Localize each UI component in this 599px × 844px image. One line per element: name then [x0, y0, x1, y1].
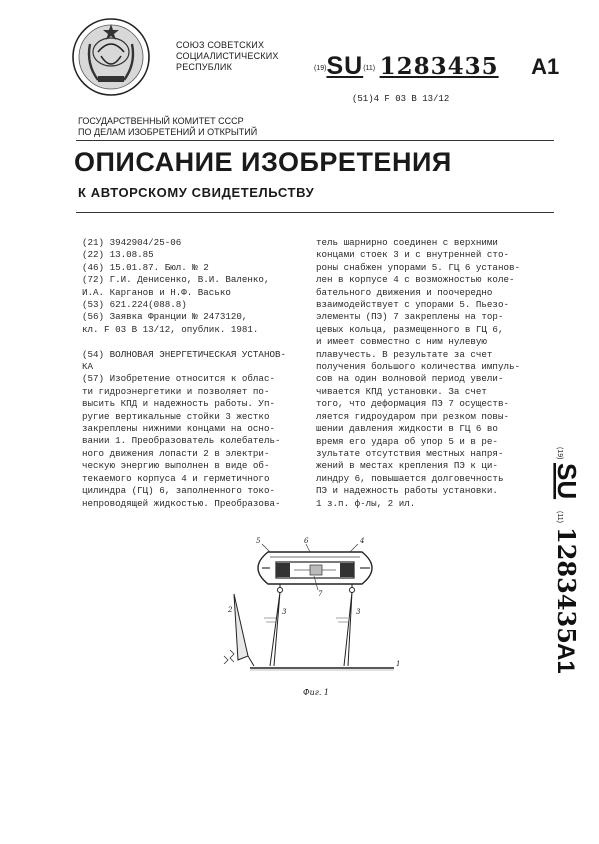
title-divider — [76, 212, 554, 213]
text-line: непроводящей жидкостью. Преобразова- — [82, 497, 281, 509]
figure-caption: Фиг. 1 — [303, 688, 330, 697]
patent-number-header — [314, 52, 559, 81]
text-line: и имеет совместно с ним нулевую — [316, 336, 487, 348]
text-line: зультате отсутствия местных напря- — [316, 447, 504, 459]
figure-label-7: 7 — [318, 590, 323, 598]
right-post — [344, 592, 352, 666]
text-line: роны снабжен упорами 5. ГЦ 6 установ- — [316, 261, 520, 273]
text-line: (72) Г.И. Денисенко, В.И. Валенко, — [82, 274, 270, 286]
text-line: тель шарнирно соединен с верхними — [316, 237, 498, 248]
left-column — [82, 237, 286, 510]
text-line: ПЭ и надежность работы установки. — [316, 485, 498, 497]
figure-label-3-right: 3 — [356, 608, 361, 616]
side-patent-number — [520, 445, 590, 685]
stop-left — [276, 563, 290, 577]
text-line: взаимодействует с упорами 5. Пьезо- — [316, 299, 509, 311]
text-line: текаемого корпуса 4 и герметичного — [82, 472, 270, 484]
side-country-code: SU — [552, 463, 582, 500]
text-line: (46) 15.01.87. Бюл. № 2 — [82, 261, 209, 273]
text-line: (53) 621.224(088.8) — [82, 299, 187, 311]
text-line: сов на один волновой период увели- — [316, 373, 504, 385]
text-line: закреплены нижними концами на осно- — [82, 423, 275, 435]
text-line: ляется гидроударом при резком повы- — [316, 410, 509, 422]
side-patent-digits: 1283435 — [552, 527, 581, 644]
text-line: элементы (ПЭ) 7 закреплены на тор- — [316, 311, 504, 323]
text-line: жений в местах крепления ПЭ к ци- — [316, 460, 498, 472]
left-post — [270, 592, 280, 666]
organization-name: СОЮЗ СОВЕТСКИХ СОЦИАЛИСТИЧЕСКИХ РЕСПУБЛИК — [176, 40, 279, 72]
text-line: время его удара об упор 5 и в ре- — [316, 435, 498, 447]
text-line: получения большого количества импуль- — [316, 361, 520, 373]
country-code: SU — [326, 52, 364, 80]
text-line: (54) ВОЛНОВАЯ ЭНЕРГЕТИЧЕСКАЯ УСТАНОВ- — [82, 348, 286, 360]
text-line: вании 1. Преобразователь колебатель- — [82, 435, 281, 447]
document-title: ОПИСАНИЕ ИЗОБРЕТЕНИЯ — [74, 147, 452, 177]
blade — [234, 594, 248, 660]
text-line: цилиндра (ГЦ) 6, заполненного токо- — [82, 485, 275, 497]
technical-drawing — [210, 532, 410, 697]
text-line: ного движения лопасти 2 в электри- — [82, 447, 270, 459]
side-document-kind: A1 — [552, 643, 579, 674]
figure-label-3-left: 3 — [282, 608, 287, 616]
piezo-element — [310, 565, 322, 575]
text-line: лен в корпусе 4 с возможностью коле- — [316, 274, 515, 286]
number-code: (11) — [363, 65, 376, 72]
text-line: (22) 13.08.85 — [82, 249, 154, 261]
left-hinge — [278, 588, 283, 593]
number-prefix: (19) — [314, 65, 327, 72]
figure-label-2: 2 — [228, 606, 233, 614]
ipc-classification: (51)4 F 03 B 13/12 — [352, 94, 450, 104]
text-line: (56) Заявка Франции № 2473120, — [82, 311, 248, 323]
text-line: 1 з.п. ф-лы, 2 ил. — [316, 497, 416, 509]
text-line: линдру 6, повышается долговечность — [316, 472, 504, 484]
text-line: ческую энергию выполнен в виде об- — [82, 460, 270, 472]
text-line: бательного движения и поочередно — [316, 286, 493, 298]
header-divider — [76, 140, 554, 141]
text-line: чивается КПД установки. За счет — [316, 385, 487, 397]
text-line: (21) 3942904/25-06 — [82, 237, 182, 248]
right-hinge — [350, 588, 355, 593]
text-line: И.А. Карганов и Н.Ф. Васько — [82, 286, 231, 298]
text-line: концами стоек 3 и с внутренней сто- — [316, 249, 509, 261]
text-line: КА — [82, 361, 94, 373]
text-line — [82, 336, 286, 348]
text-line: шении давления жидкости в ГЦ 6 во — [316, 423, 498, 435]
side-number-prefix: (19) — [556, 447, 563, 460]
text-line: ругие вертикальные стойки 3 жестко — [82, 410, 270, 422]
figure-label-4: 4 — [360, 537, 365, 545]
stop-right — [340, 563, 354, 577]
text-line: высить КПД и надежность работы. Уп- — [82, 398, 275, 410]
side-number-code: (11) — [556, 511, 563, 523]
committee-name: ГОСУДАРСТВЕННЫЙ КОМИТЕТ СССР ПО ДЕЛАМ ИЗОБРЕТЕНИЙ И ОТКРЫТИЙ — [78, 116, 258, 137]
text-line: кл. F 03 B 13/12, опублик. 1981. — [82, 323, 259, 335]
text-line: ти гидроэнергетики и позволяет по- — [82, 385, 270, 397]
patent-number: 1283435 — [379, 53, 499, 80]
text-line: (57) Изобретение относится к облас- — [82, 373, 275, 385]
figure-label-6: 6 — [304, 537, 309, 545]
state-emblem-icon — [68, 14, 154, 100]
text-line: цевых кольца, размещенного в ГЦ 6, — [316, 323, 504, 335]
text-line: плавучесть. В результате за счет — [316, 348, 493, 360]
text-line: того, что деформация ПЭ 7 осуществ- — [316, 398, 509, 410]
figure-label-5: 5 — [256, 537, 261, 545]
right-column — [316, 237, 520, 510]
document-kind: A1 — [531, 54, 560, 79]
document-subtitle: К АВТОРСКОМУ СВИДЕТЕЛЬСТВУ — [78, 185, 315, 200]
figure-label-1: 1 — [396, 660, 401, 668]
